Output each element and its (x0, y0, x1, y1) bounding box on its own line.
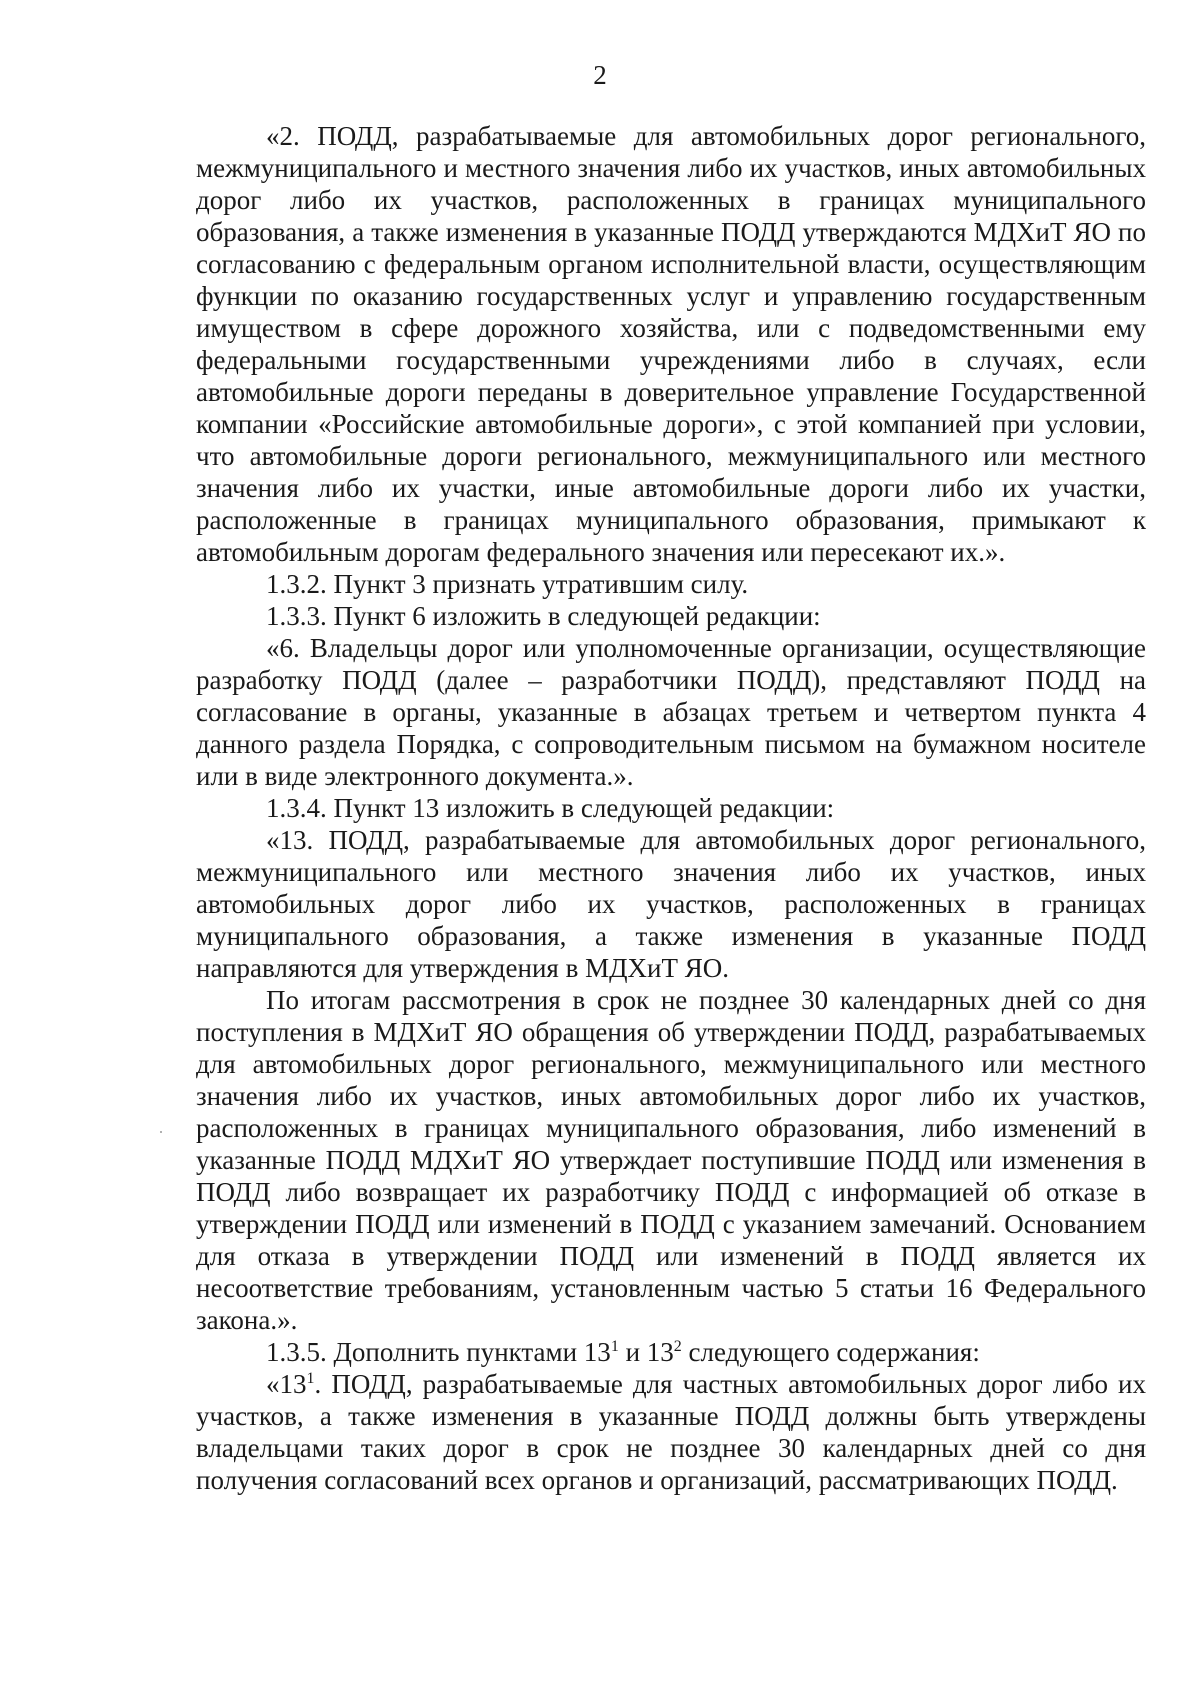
paragraph-clause-2: «2. ПОДД, разрабатываемые для автомобильных дорог регионального, межмуниципального и местного значения либо их участков, иных автомобильных дорог либо их участков, расположенных в границах муниципального образования, а также изменения в указанные ПОДД утверждаются МДХиТ ЯО по согласованию с федеральным органом исполнительной власти, осуществляющим функции по оказанию государственных услуг и управлению государственным имуществом в сфере дорожного хозяйства, или с подведомственными ему федеральными государственными учреждениями либо в случаях, если автомобильные дороги переданы в доверительное управление Государственной компании «Российские автомобильные дороги», с этой компанией при условии, что автомобильные дороги регионального, межмуниципального или местного значения либо их участки, иные автомобильные дороги либо их участки, расположенные в границах муниципального образования, примыкают к автомобильным дорогам федерального значения или пересекают их.». (196, 121, 1146, 567)
paragraph-review-results: По итогам рассмотрения в срок не позднее 30 календарных дней со дня поступления в МДХиТ ЯО обращения об утверждении ПОДД, разрабатываемых для автомобильных дорог регионального, межмуниципального или местного значения либо их участков, иных автомобильных дорог либо их участков, расположенных в границах муниципального образования, либо изменений в указанные ПОДД МДХиТ ЯО утверждает поступившие ПОДД или изменения в ПОДД либо возвращает их разработчику ПОДД с информацией об отказе в утверждении ПОДД или изменений в ПОДД с указанием замечаний. Основанием для отказа в утверждении ПОДД или изменений в ПОДД является их несоответствие требованиям, установленным частью 5 статьи 16 Федерального закона.». (196, 985, 1146, 1335)
text-segment: и 13 (618, 1337, 674, 1367)
text-segment: 1.3.5. Дополнить пунктами 13 (266, 1337, 611, 1367)
paragraph-clause-13: «13. ПОДД, разрабатываемые для автомобильных дорог регионального, межмуниципального или местного значения либо их участков, иных автомобильных дорог либо их участков, расположенных в границах муниципального образования, а также изменения в указанные ПОДД направляются для утверждения в МДХиТ ЯО. (196, 825, 1146, 983)
paragraph-clause-13-1 (196, 1368, 1146, 1496)
superscript: 1 (610, 1338, 619, 1355)
superscript: 2 (673, 1338, 682, 1355)
paragraph-1-3-4: 1.3.4. Пункт 13 изложить в следующей редакции: (266, 793, 835, 823)
text-segment: следующего содержания: (681, 1337, 980, 1367)
page-number: 2 (593, 60, 607, 90)
scan-speck (160, 1131, 162, 1133)
superscript: 1 (306, 1370, 315, 1387)
text-segment: «13 (266, 1369, 307, 1399)
document-body (196, 120, 1146, 1496)
paragraph-1-3-3: 1.3.3. Пункт 6 изложить в следующей редакции: (266, 601, 821, 631)
text-segment: . ПОДД, разрабатываемые для частных автомобильных дорог либо их участков, а также изменения в указанные ПОДД должны быть утверждены владельцами таких дорог в срок не позднее 30 календарных дней со дня получения согласований всех органов и организаций, рассматривающих ПОДД. (196, 1369, 1146, 1495)
paragraph-clause-6: «6. Владельцы дорог или уполномоченные организации, осуществляющие разработку ПОДД (далее – разработчики ПОДД), представляют ПОДД на согласование в органы, указанные в абзацах третьем и четвертом пункта 4 данного раздела Порядка, с сопроводительным письмом на бумажном носителе или в виде электронного документа.». (196, 633, 1146, 791)
paragraph-1-3-5 (196, 1336, 1146, 1368)
paragraph-1-3-2: 1.3.2. Пункт 3 признать утратившим силу. (266, 569, 749, 599)
